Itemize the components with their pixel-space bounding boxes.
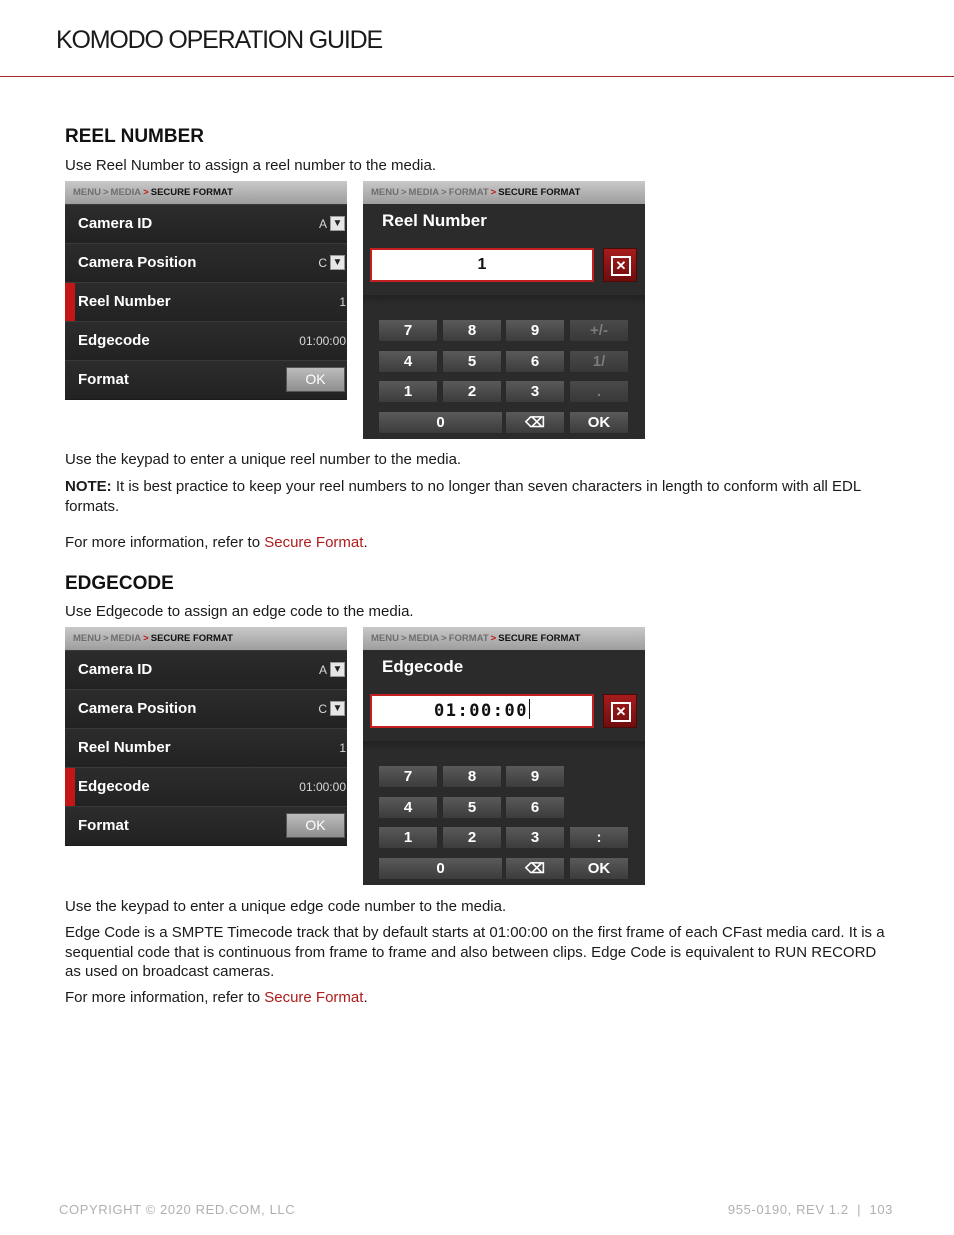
reel-menu-screenshot xyxy=(65,181,347,400)
menu-row-edgecode[interactable] xyxy=(65,767,347,806)
key-7[interactable]: 7 xyxy=(378,319,438,342)
key-9[interactable]: 9 xyxy=(505,319,565,342)
reel-number-label: Reel Number xyxy=(78,293,171,310)
breadcrumb-menu[interactable]: MENU xyxy=(371,187,399,198)
edgecode-input[interactable] xyxy=(370,694,594,728)
keypad-title: Reel Number xyxy=(382,211,487,230)
key-2[interactable]: 2 xyxy=(442,380,502,403)
camera-id-value: A xyxy=(318,663,327,677)
text-cursor xyxy=(529,699,530,719)
key-0[interactable]: 0 xyxy=(378,857,503,880)
breadcrumb-menu[interactable]: MENU xyxy=(73,633,101,644)
menu-row-format xyxy=(65,806,347,845)
edgecode-instruction: Use the keypad to enter a unique edge code number to the media. xyxy=(65,898,507,915)
header-divider xyxy=(0,76,954,77)
note-text: It is best practice to keep your reel numbers to no longer than seven characters in length to conform with all EDL formats. xyxy=(65,478,861,515)
edgecode-heading: EDGECODE xyxy=(65,573,174,594)
breadcrumb-media[interactable]: MEDIA xyxy=(408,633,440,644)
document-title: KOMODO OPERATION GUIDE xyxy=(56,26,382,54)
breadcrumb-current: SECURE FORMAT xyxy=(150,633,233,644)
edgecode-value: 01:00:00 xyxy=(299,334,346,348)
backspace-icon[interactable]: ⌫ xyxy=(505,411,565,434)
key-8[interactable]: 8 xyxy=(442,765,502,788)
edgecode-label: Edgecode xyxy=(78,778,150,795)
ok-button[interactable]: OK xyxy=(569,411,629,434)
chevron-down-icon[interactable]: ▼ xyxy=(330,701,345,716)
edgecode-description: Edge Code is a SMPTE Timecode track that by default starts at 01:00:00 on the first frame of each CFast media card. It is a sequential code that is continuous from frame to frame and also between clips. Edge Code is equivalent to RUN RECORD as used on broadcast cameras. xyxy=(65,924,885,980)
reel-number-heading: REEL NUMBER xyxy=(65,126,204,147)
key-5[interactable]: 5 xyxy=(442,796,502,819)
menu-row-edgecode[interactable] xyxy=(65,321,347,360)
key-9[interactable]: 9 xyxy=(505,765,565,788)
breadcrumb: MENU > MEDIA > FORMAT > SECURE FORMAT xyxy=(363,627,645,650)
reel-number-value: 1 xyxy=(339,295,346,309)
camera-id-value: A xyxy=(318,217,327,231)
key-3[interactable]: 3 xyxy=(505,380,565,403)
key-decimal[interactable]: . xyxy=(569,380,629,403)
key-8[interactable]: 8 xyxy=(442,319,502,342)
selection-indicator xyxy=(65,768,75,806)
menu-row-camera-id[interactable] xyxy=(65,204,347,243)
breadcrumb-media[interactable]: MEDIA xyxy=(110,633,142,644)
reel-more-info xyxy=(65,533,895,553)
more-info-suffix: . xyxy=(363,534,368,551)
selection-indicator xyxy=(65,283,75,321)
key-3[interactable]: 3 xyxy=(505,826,565,849)
menu-row-reel-number[interactable] xyxy=(65,282,347,321)
clear-icon[interactable] xyxy=(603,248,637,282)
breadcrumb: MENU > MEDIA > SECURE FORMAT xyxy=(65,627,347,650)
breadcrumb: MENU > MEDIA > SECURE FORMAT xyxy=(65,181,347,204)
footer-copyright: COPYRIGHT © 2020 RED.COM, LLC xyxy=(59,1202,296,1217)
chevron-down-icon[interactable]: ▼ xyxy=(330,255,345,270)
edgecode-label: Edgecode xyxy=(78,332,150,349)
secure-format-link[interactable]: Secure Format xyxy=(264,989,364,1006)
more-info-prefix: For more information, refer to xyxy=(65,534,265,551)
key-plus-minus[interactable]: +/- xyxy=(569,319,629,342)
edge-menu-screenshot xyxy=(65,627,347,846)
edgecode-value: 01:00:00 xyxy=(299,780,346,794)
backspace-icon[interactable]: ⌫ xyxy=(505,857,565,880)
camera-position-value: C xyxy=(318,256,327,270)
keypad-title: Edgecode xyxy=(382,657,464,676)
more-info-suffix: . xyxy=(363,989,368,1006)
key-4[interactable]: 4 xyxy=(378,350,438,373)
breadcrumb: MENU > MEDIA > FORMAT > SECURE FORMAT xyxy=(363,181,645,204)
camera-position-value: C xyxy=(318,702,327,716)
key-2[interactable]: 2 xyxy=(442,826,502,849)
reel-keypad-screenshot xyxy=(363,181,645,439)
breadcrumb-format[interactable]: FORMAT xyxy=(448,187,489,198)
menu-row-reel-number[interactable] xyxy=(65,728,347,767)
menu-row-camera-position[interactable] xyxy=(65,689,347,728)
key-6[interactable]: 6 xyxy=(505,350,565,373)
chevron-down-icon[interactable]: ▼ xyxy=(330,662,345,677)
reel-number-intro: Use Reel Number to assign a reel number to the media. xyxy=(65,157,437,174)
edge-more-info xyxy=(65,988,895,1008)
chevron-down-icon[interactable]: ▼ xyxy=(330,216,345,231)
reel-number-note xyxy=(65,477,895,516)
reel-number-label: Reel Number xyxy=(78,739,171,756)
ok-button[interactable]: OK xyxy=(569,857,629,880)
reel-number-instruction: Use the keypad to enter a unique reel number to the media. xyxy=(65,451,462,468)
breadcrumb-media[interactable]: MEDIA xyxy=(408,187,440,198)
edge-keypad-screenshot xyxy=(363,627,645,885)
key-5[interactable]: 5 xyxy=(442,350,502,373)
menu-row-camera-position[interactable] xyxy=(65,243,347,282)
page-header xyxy=(0,0,954,77)
reel-number-value: 1 xyxy=(339,741,346,755)
key-1[interactable]: 1 xyxy=(378,380,438,403)
menu-row-camera-id[interactable] xyxy=(65,650,347,689)
breadcrumb-current: SECURE FORMAT xyxy=(498,633,581,644)
menu-row-format xyxy=(65,360,347,399)
camera-id-label: Camera ID xyxy=(78,215,153,232)
secure-format-link[interactable]: Secure Format xyxy=(264,534,364,551)
format-label: Format xyxy=(78,371,129,388)
key-colon[interactable]: : xyxy=(569,826,629,849)
breadcrumb-menu[interactable]: MENU xyxy=(371,633,399,644)
breadcrumb-media[interactable]: MEDIA xyxy=(110,187,142,198)
camera-position-label: Camera Position xyxy=(78,254,197,271)
format-ok-button[interactable]: OK xyxy=(286,813,345,838)
format-ok-button[interactable]: OK xyxy=(286,367,345,392)
key-0[interactable]: 0 xyxy=(378,411,503,434)
key-4[interactable]: 4 xyxy=(378,796,438,819)
edgecode-input-value: 01:00:00 xyxy=(434,701,528,721)
keypad-divider xyxy=(363,295,645,305)
footer-doc-revision: 955-0190, REV 1.2 | 103 xyxy=(727,1202,893,1217)
camera-id-label: Camera ID xyxy=(78,661,153,678)
format-label: Format xyxy=(78,817,129,834)
reel-number-input[interactable]: 1 xyxy=(370,248,594,282)
clear-icon[interactable] xyxy=(603,694,637,728)
key-1[interactable]: 1 xyxy=(378,826,438,849)
note-label: NOTE: xyxy=(65,478,112,495)
key-fraction[interactable]: 1/ xyxy=(569,350,629,373)
key-6[interactable]: 6 xyxy=(505,796,565,819)
keypad-divider xyxy=(363,741,645,751)
camera-position-label: Camera Position xyxy=(78,700,197,717)
key-7[interactable]: 7 xyxy=(378,765,438,788)
breadcrumb-format[interactable]: FORMAT xyxy=(448,633,489,644)
breadcrumb-current: SECURE FORMAT xyxy=(150,187,233,198)
breadcrumb-current: SECURE FORMAT xyxy=(498,187,581,198)
more-info-prefix: For more information, refer to xyxy=(65,989,265,1006)
breadcrumb-menu[interactable]: MENU xyxy=(73,187,101,198)
edgecode-intro: Use Edgecode to assign an edge code to the media. xyxy=(65,603,414,620)
